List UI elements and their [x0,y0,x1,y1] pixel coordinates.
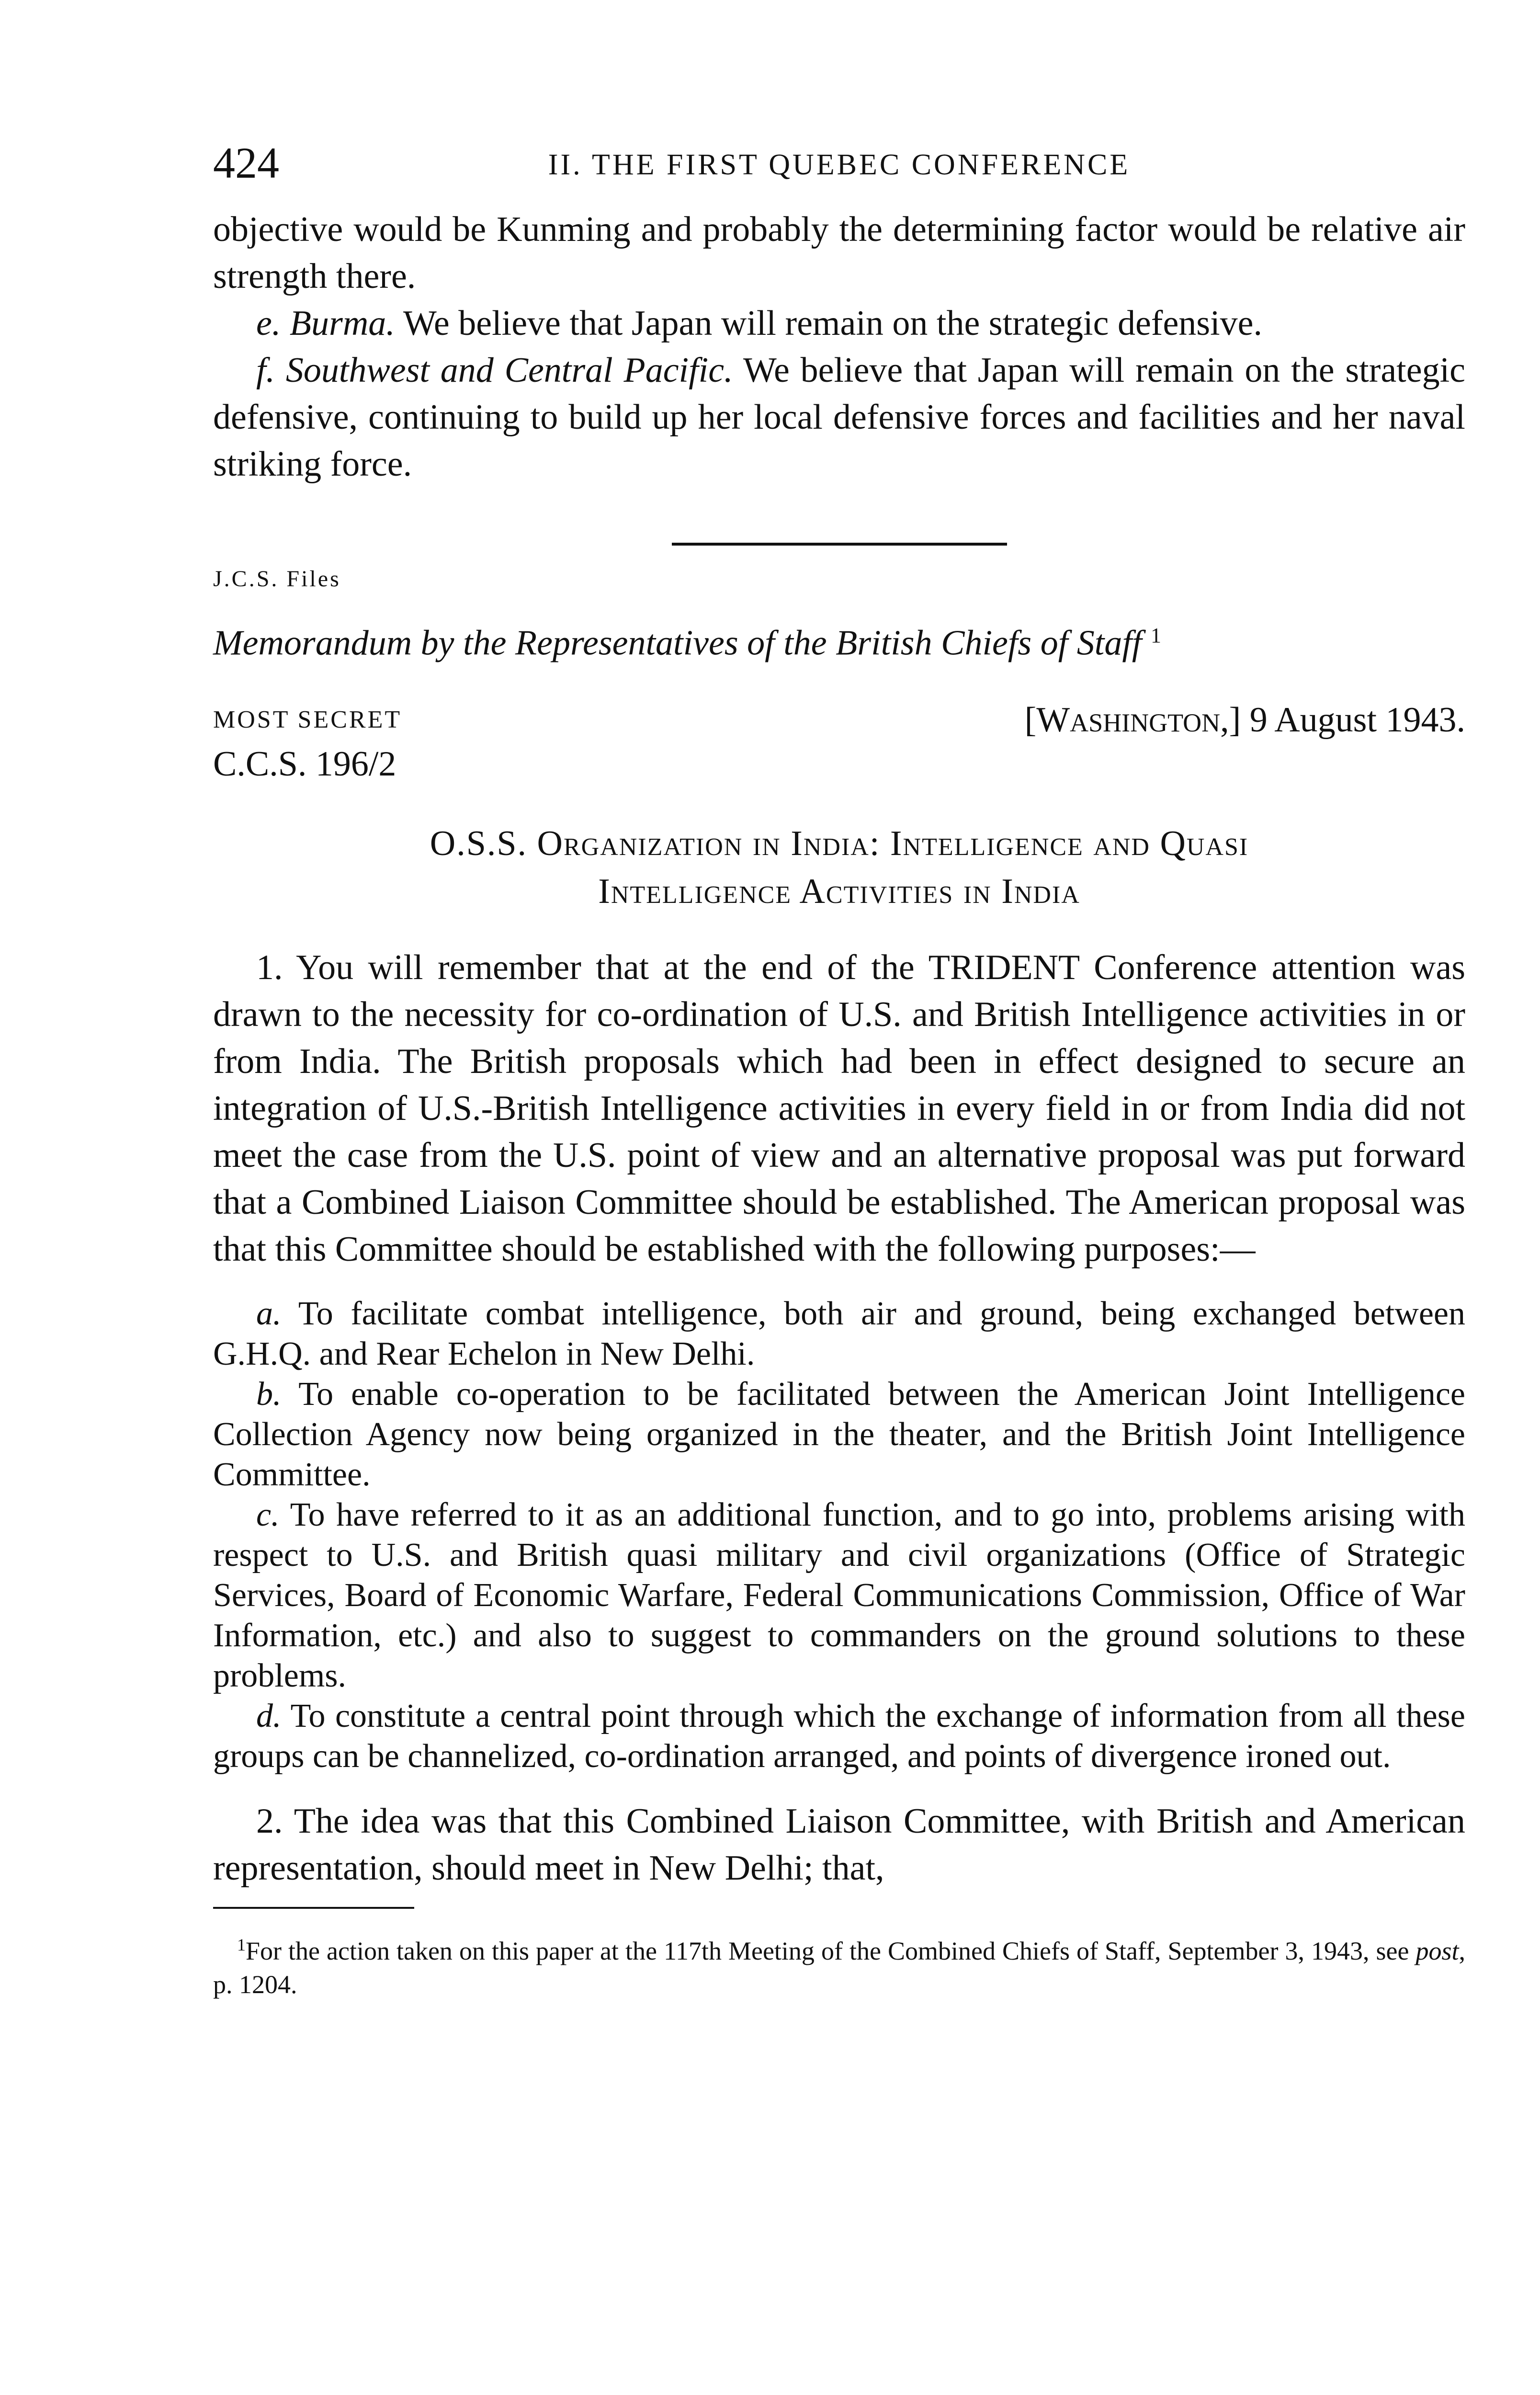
purpose-label: d. [256,1697,282,1734]
footnote-page: , p. 1204. [213,1936,1465,1999]
footnote-divider [213,1907,414,1909]
purpose-text: To facilitate combat intelligence, both air and ground, being exchanged between G.H.Q. and Rear Echelon in New Delhi. [213,1295,1465,1372]
memo-title-text: Memorandum by the Representatives of the British Chiefs of Staff [213,623,1142,663]
dateline-place-initial: W [1036,700,1070,740]
dateline-place-rest: ASHINGTON [1070,708,1221,737]
section-divider [672,543,1007,546]
running-head: II. THE FIRST QUEBEC CONFERENCE [548,148,1131,181]
page-header [213,139,1465,192]
subject-heading [213,820,1465,915]
paragraph-1: 1. You will remember that at the end of the TRIDENT Conference attention was drawn to the necessity for co-ordination of U.S. and British Intelligence activities in or from India. The British proposals which had been in effect designed to secure an integration of U.S.-British Intelligence activities in every field in or from India did not meet the case from the U.S. point of view and an alternative proposal was put forward that a Combined Liaison Committee should be established. The American proposal was that this Committee should be established with the following purposes:— [213,947,1465,1269]
purpose-item [213,1495,1465,1696]
footnote [213,1928,1465,2001]
purpose-label: b. [256,1375,282,1413]
paragraph-2: 2. The idea was that this Combined Liaison Committee, with British and American representation, should meet in New Delhi; that, [213,1801,1465,1888]
purpose-text: To constitute a central point through which the exchange of information from all these groups can be channelized, co-ordination arranged, and points of divergence ironed out. [213,1697,1465,1775]
page-number: 424 [213,138,279,187]
memo-title [213,613,1465,666]
purpose-label: c. [256,1496,280,1533]
purpose-text: To enable co-operation to be facilitated between the American Joint Intelligence Collection Agency now being organized in the theater, and the British Joint Intelligence Committee. [213,1375,1465,1493]
subject-line-2: Intelligence Activities in India [598,871,1080,911]
classification: MOST SECRET [213,706,402,733]
item-text: We believe that Japan will remain on the strategic defensive, continuing to build up her local defensive forces and facilities and her naval striking force. [213,351,1465,484]
purpose-item [213,1696,1465,1777]
footnote-ref: 1 [1150,624,1161,647]
purpose-item [213,1374,1465,1495]
item-label: f. Southwest and Central Pacific. [256,351,733,390]
list-item-burma [213,300,1465,347]
footnote-post: post [1415,1936,1459,1965]
footnote-text: For the action taken on this paper at the 117th Meeting of the Combined Chiefs of Staff, September 3, 1943, see [246,1936,1416,1965]
purpose-item [213,1294,1465,1374]
list-item-pacific [213,347,1465,488]
purpose-label: a. [256,1295,282,1332]
item-label: e. Burma. [256,304,395,343]
dateline-date: ,] 9 August 1943. [1220,700,1465,740]
subject-line-1: O.S.S. Organization in India: Intelligence and Quasi [430,823,1249,863]
footnote-marker: 1 [237,1935,246,1954]
purpose-text: To have referred to it as an additional function, and to go into, problems arising with respect to U.S. and British quasi military and civil organizations (Office of Strategic Services, Board of Economic Warfare, Federal Communications Commission, Office of War Information, etc.) and also to suggest to commanders on the ground solutions to these problems. [213,1496,1465,1694]
document-meta [213,700,1465,791]
continuation-paragraph: objective would be Kunming and probably the determining factor would be relative air strength there. [213,210,1465,296]
item-text: We believe that Japan will remain on the strategic defensive. [395,304,1262,343]
document-source: J.C.S. Files [213,566,341,592]
document-number: C.C.S. 196/2 [213,744,396,784]
dateline-bracket: [ [1024,700,1037,740]
document-page [213,139,1465,2001]
dateline [1025,700,1465,741]
